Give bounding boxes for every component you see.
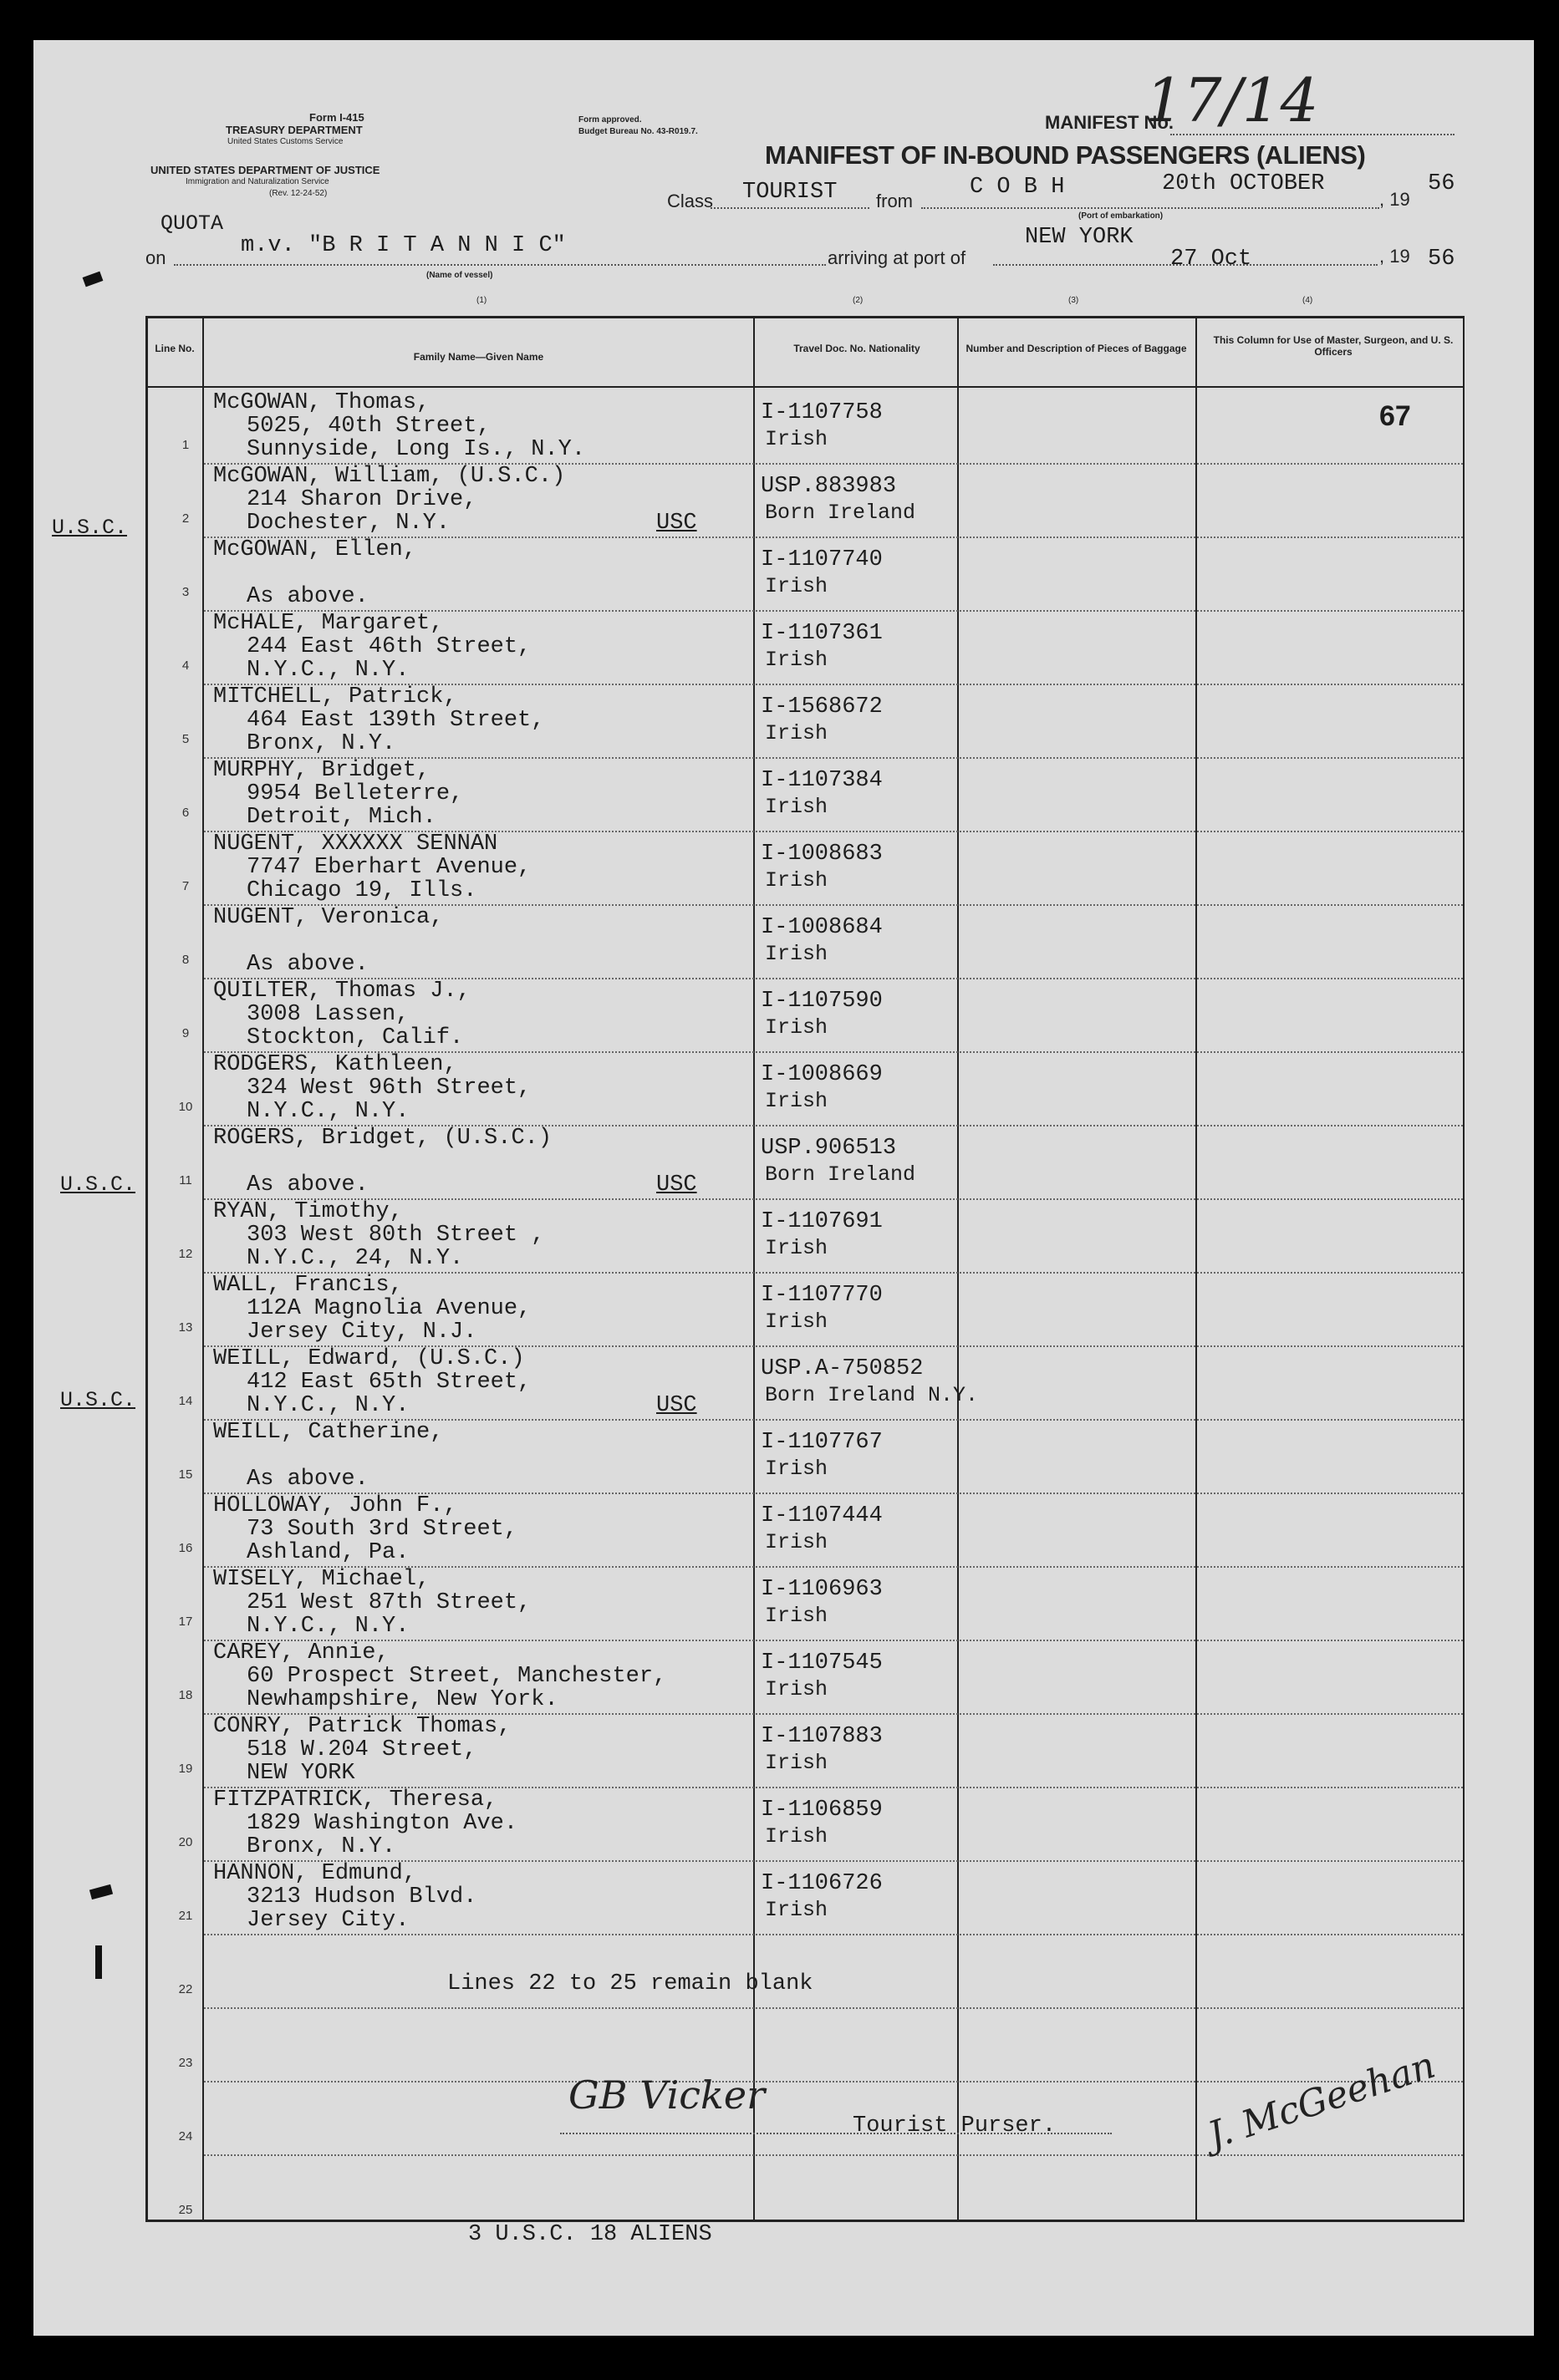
passenger-address-2: Newhampshire, New York.: [247, 1687, 558, 1712]
col-divider-2: [753, 316, 755, 2221]
quota-label: QUOTA: [160, 211, 224, 236]
travel-doc-number: I-1107384: [761, 768, 883, 793]
passenger-address-1: 73 South 3rd Street,: [247, 1517, 518, 1542]
passenger-name: ROGERS, Bridget, (U.S.C.): [213, 1126, 553, 1151]
passenger-name: NUGENT, Veronica,: [213, 905, 444, 930]
line-number: 4: [181, 659, 190, 673]
line-number: 12: [178, 1247, 193, 1261]
from-dots: [921, 207, 1379, 209]
passenger-address-2: As above.: [247, 1172, 369, 1198]
class-dots: [711, 207, 869, 209]
row-separator: [204, 1640, 1463, 1641]
passenger-address-2: As above.: [247, 952, 369, 977]
arriving-label: arriving at port of: [828, 247, 966, 268]
passenger-name: WEILL, Catherine,: [213, 1420, 444, 1445]
travel-doc-number: I-1106726: [761, 1871, 883, 1896]
passenger-address-2: N.Y.C., 24, N.Y.: [247, 1246, 464, 1271]
margin-usc-2: U.S.C.: [60, 1172, 136, 1197]
nationality: Irish: [765, 795, 828, 819]
form-number: Form I-415: [309, 111, 364, 124]
passenger-name: WEILL, Edward, (U.S.C.): [213, 1346, 525, 1371]
punch-mark-2: [89, 1884, 113, 1899]
budget-bureau: Budget Bureau No. 43-R019.7.: [578, 127, 698, 136]
embark-date: 20th OCTOBER: [1162, 171, 1325, 196]
passenger-address-2: Jersey City.: [247, 1908, 410, 1933]
travel-doc-number: I-1107770: [761, 1283, 883, 1308]
passenger-address-2: Chicago 19, Ills.: [247, 878, 477, 903]
margin-usc-1: U.S.C.: [52, 516, 128, 540]
passenger-address-2: Bronx, N.Y.: [247, 731, 396, 756]
footer-total: 3 U.S.C. 18 ALIENS: [468, 2222, 712, 2247]
nationality: Irish: [765, 721, 828, 745]
purser-signature: GB Vicker: [568, 2072, 766, 2118]
passenger-address-2: Ashland, Pa.: [247, 1540, 410, 1565]
passenger-address-1: 7747 Eberhart Avenue,: [247, 855, 532, 880]
line-number: 8: [181, 953, 190, 967]
manifest-label: MANIFEST No.: [1045, 112, 1174, 133]
passenger-address-2: Jersey City, N.J.: [247, 1320, 477, 1345]
vessel-dots: [174, 264, 826, 266]
line-number: 22: [178, 1982, 193, 1996]
nationality: Irish: [765, 427, 828, 451]
passenger-address-2: As above.: [247, 1467, 369, 1492]
travel-doc-number: I-1107758: [761, 400, 883, 425]
passenger-address-2: N.Y.C., N.Y.: [247, 1393, 410, 1418]
customs-service: United States Customs Service: [227, 137, 344, 146]
travel-doc-number: I-1107444: [761, 1503, 883, 1528]
year-prefix: , 19: [1379, 189, 1410, 210]
arrival-year-prefix: , 19: [1379, 246, 1410, 267]
nationality: Irish: [765, 1089, 828, 1113]
line-number: 15: [178, 1467, 193, 1482]
embark-port: C O B H: [970, 175, 1065, 200]
blank-lines-note: Lines 22 to 25 remain blank: [447, 1971, 813, 1996]
passenger-address-1: 3008 Lassen,: [247, 1002, 410, 1027]
travel-doc-number: I-1107691: [761, 1209, 883, 1234]
passenger-address-1: 518 W.204 Street,: [247, 1737, 477, 1762]
travel-doc-number: I-1008683: [761, 842, 883, 867]
line-number: 23: [178, 2056, 193, 2070]
arrival-port: NEW YORK: [1025, 225, 1134, 250]
travel-doc-number: USP.883983: [761, 474, 897, 499]
passenger-name: CONRY, Patrick Thomas,: [213, 1714, 512, 1739]
nationality: Irish: [765, 1015, 828, 1040]
line-number: 17: [178, 1615, 193, 1629]
officer-signature: J. McGeehan: [1203, 2043, 1441, 2158]
row-separator: [204, 1934, 1463, 1935]
usc-mark: USC: [656, 1172, 697, 1198]
line-number: 2: [181, 511, 190, 526]
line-number: 3: [181, 585, 190, 599]
line-number: 9: [181, 1026, 190, 1040]
passenger-name: MITCHELL, Patrick,: [213, 684, 457, 709]
col-number-2: (2): [853, 296, 864, 305]
nationality: Born Ireland N.Y.: [765, 1383, 979, 1407]
passenger-address-2: NEW YORK: [247, 1761, 355, 1786]
manifest-dots: [1170, 134, 1455, 135]
travel-doc-number: I-1107740: [761, 547, 883, 572]
form-approved: Form approved.: [578, 115, 642, 125]
col-divider-4: [1195, 316, 1197, 2221]
passenger-address-2: N.Y.C., N.Y.: [247, 1099, 410, 1124]
passenger-address-1: 251 West 87th Street,: [247, 1590, 532, 1615]
row-separator: [204, 2154, 1463, 2156]
table-bottom-border: [145, 2220, 1465, 2222]
passenger-name: McGOWAN, Thomas,: [213, 390, 431, 415]
passenger-name: WALL, Francis,: [213, 1273, 403, 1298]
passenger-name: RODGERS, Kathleen,: [213, 1052, 457, 1077]
passenger-name: FITZPATRICK, Theresa,: [213, 1788, 498, 1813]
class-label: Class: [667, 191, 714, 211]
col-number-4: (4): [1302, 296, 1313, 305]
line-number: 19: [178, 1762, 193, 1776]
officer-note: 67: [1379, 400, 1411, 432]
from-label: from: [876, 191, 913, 211]
header-travel-doc: Travel Doc. No. Nationality: [793, 343, 920, 354]
passenger-address-1: 112A Magnolia Avenue,: [247, 1296, 532, 1321]
nationality: Irish: [765, 1530, 828, 1554]
class-value: TOURIST: [742, 180, 838, 205]
manifest-title: MANIFEST OF IN-BOUND PASSENGERS (ALIENS): [765, 140, 1366, 170]
table-header-border: [145, 386, 1465, 388]
on-label: on: [145, 247, 166, 268]
nationality: Irish: [765, 1457, 828, 1481]
travel-doc-number: I-1106963: [761, 1577, 883, 1602]
passenger-address-1: 214 Sharon Drive,: [247, 487, 477, 512]
nationality: Irish: [765, 1604, 828, 1628]
travel-doc-number: I-1107883: [761, 1724, 883, 1749]
passenger-address-1: 412 East 65th Street,: [247, 1370, 532, 1395]
line-number: 11: [179, 1173, 192, 1187]
col-number-1: (1): [476, 296, 487, 305]
travel-doc-number: I-1107590: [761, 989, 883, 1014]
nationality: Irish: [765, 1898, 828, 1922]
row-separator: [204, 2081, 1463, 2082]
passenger-address-2: N.Y.C., N.Y.: [247, 658, 410, 683]
travel-doc-number: I-1107545: [761, 1650, 883, 1676]
table-left-border: [145, 316, 148, 2221]
travel-doc-number: I-1568672: [761, 694, 883, 720]
vessel-caption: (Name of vessel): [426, 271, 493, 280]
nationality: Irish: [765, 1824, 828, 1849]
passenger-name: WISELY, Michael,: [213, 1567, 431, 1592]
passenger-name: NUGENT, XXXXXX SENNAN: [213, 831, 498, 857]
line-number: 14: [178, 1394, 193, 1408]
passenger-address-2: Dochester, N.Y.: [247, 511, 451, 536]
nationality: Irish: [765, 1236, 828, 1260]
justice-dept: UNITED STATES DEPARTMENT OF JUSTICE: [150, 164, 380, 176]
passenger-address-2: As above.: [247, 584, 369, 609]
passenger-address-2: Detroit, Mich.: [247, 805, 436, 830]
line-number: 1: [181, 438, 190, 452]
line-number: 10: [178, 1100, 193, 1114]
nationality: Irish: [765, 1310, 828, 1334]
embark-year: 56: [1428, 171, 1455, 196]
line-number: 6: [181, 806, 190, 820]
travel-doc-number: I-1107767: [761, 1430, 883, 1455]
passenger-name: HOLLOWAY, John F.,: [213, 1493, 457, 1518]
header-name: Family Name—Given Name: [413, 351, 544, 363]
nationality: Irish: [765, 942, 828, 966]
passenger-address-2: N.Y.C., N.Y.: [247, 1614, 410, 1639]
margin-usc-3: U.S.C.: [60, 1388, 136, 1412]
row-separator: [204, 2007, 1463, 2009]
line-number: 5: [181, 732, 190, 746]
punch-mark-3: [95, 1945, 102, 1979]
passenger-address-1: 324 West 96th Street,: [247, 1076, 532, 1101]
nationality: Born Ireland: [765, 1162, 916, 1187]
purser-title: Tourist Purser.: [853, 2113, 1057, 2138]
travel-doc-number: USP.A-750852: [761, 1356, 924, 1381]
travel-doc-number: USP.906513: [761, 1136, 897, 1161]
passenger-name: CAREY, Annie,: [213, 1640, 390, 1665]
usc-mark: USC: [656, 1393, 697, 1418]
passenger-address-1: 464 East 139th Street,: [247, 708, 545, 733]
line-number: 16: [178, 1541, 193, 1555]
col-number-3: (3): [1068, 296, 1079, 305]
line-number: 20: [178, 1835, 193, 1849]
line-number: 24: [178, 2129, 193, 2144]
passenger-address-1: 1829 Washington Ave.: [247, 1811, 518, 1836]
nationality: Irish: [765, 1751, 828, 1775]
travel-doc-number: I-1008684: [761, 915, 883, 940]
embark-caption: (Port of embarkation): [1078, 211, 1164, 221]
col-divider-1: [202, 316, 204, 2221]
passenger-name: McHALE, Margaret,: [213, 611, 444, 636]
passenger-address-1: 9954 Belleterre,: [247, 781, 464, 806]
travel-doc-number: I-1008669: [761, 1062, 883, 1087]
passenger-address-2: Bronx, N.Y.: [247, 1834, 396, 1859]
nationality: Irish: [765, 648, 828, 672]
arrival-dots: [993, 264, 1378, 266]
table-top-border: [145, 316, 1465, 318]
passenger-name: McGOWAN, William, (U.S.C.): [213, 464, 566, 489]
nationality: Irish: [765, 1677, 828, 1701]
vessel-name: m.v. "B R I T A N N I C": [241, 233, 566, 258]
treasury-dept: TREASURY DEPARTMENT: [226, 124, 363, 136]
line-number: 25: [178, 2203, 193, 2217]
line-number: 13: [178, 1320, 193, 1335]
passenger-name: QUILTER, Thomas J.,: [213, 979, 471, 1004]
nationality: Born Ireland: [765, 501, 916, 525]
travel-doc-number: I-1107361: [761, 621, 883, 646]
table-right-border: [1463, 316, 1465, 2221]
passenger-address-1: 3213 Hudson Blvd.: [247, 1884, 477, 1910]
col-divider-3: [957, 316, 959, 2221]
travel-doc-number: I-1106859: [761, 1798, 883, 1823]
line-number: 7: [181, 879, 190, 893]
revision: (Rev. 12-24-52): [269, 189, 328, 198]
nationality: Irish: [765, 574, 828, 598]
arrival-year: 56: [1428, 247, 1455, 272]
passenger-name: MURPHY, Bridget,: [213, 758, 431, 783]
usc-mark: USC: [656, 511, 697, 536]
manifest-number: 17/14: [1145, 65, 1319, 135]
passenger-address-2: Sunnyside, Long Is., N.Y.: [247, 437, 586, 462]
immigration-service: Immigration and Naturalization Service: [186, 177, 329, 186]
passenger-name: RYAN, Timothy,: [213, 1199, 403, 1224]
passenger-address-1: 5025, 40th Street,: [247, 414, 491, 439]
header-line-no: Line No.: [155, 343, 195, 354]
nationality: Irish: [765, 868, 828, 892]
passenger-name: McGOWAN, Ellen,: [213, 537, 417, 562]
line-number: 18: [178, 1688, 193, 1702]
passenger-address-2: Stockton, Calif.: [247, 1025, 464, 1050]
line-number: 21: [178, 1909, 193, 1923]
passenger-address-1: 244 East 46th Street,: [247, 634, 532, 659]
passenger-address-1: 60 Prospect Street, Manchester,: [247, 1664, 667, 1689]
header-baggage: Number and Description of Pieces of Baggage: [965, 343, 1187, 354]
arrival-date: 27 Oct: [1170, 247, 1252, 272]
passenger-address-1: 303 West 80th Street ,: [247, 1223, 545, 1248]
passenger-name: HANNON, Edmund,: [213, 1861, 417, 1886]
manifest-page: [33, 40, 1534, 2336]
header-officers: This Column for Use of Master, Surgeon, and U. S. Officers: [1213, 334, 1454, 358]
punch-mark-1: [83, 272, 104, 287]
